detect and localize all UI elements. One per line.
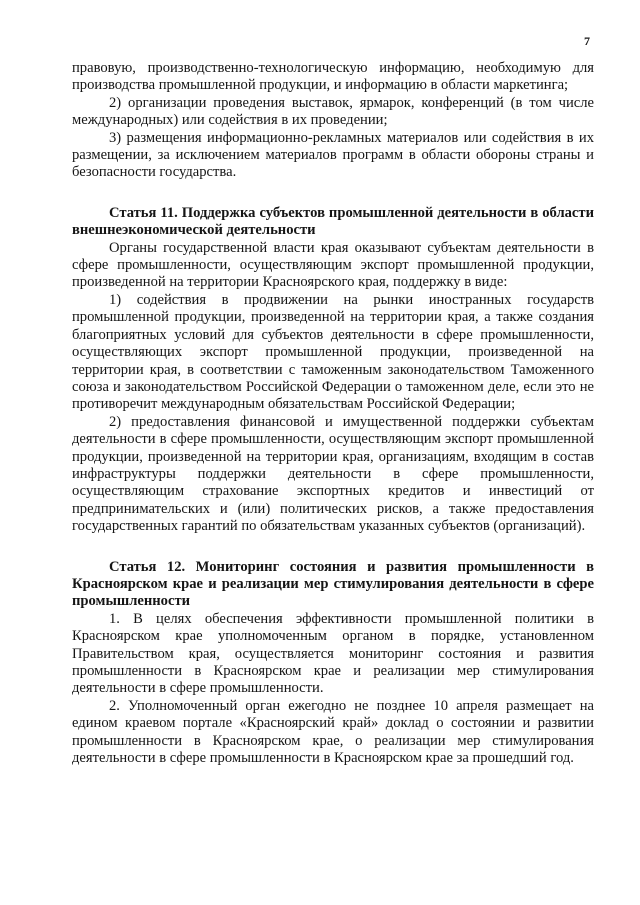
article-12-part-1: 1. В целях обеспечения эффективности промышленной политики в Красноярском крае уполномоченным органом в порядке, установленном Правительством края, осуществляется мониторинг состояния и развития промышленности в Красноярском крае и реализации мер стимулирования деятельности в сфере промышленности.: [72, 610, 594, 697]
article-11-heading: Статья 11. Поддержка субъектов промышленной деятельности в области внешнеэкономической деятельности: [72, 204, 594, 239]
paragraph-continuation: правовую, производственно-технологическую информацию, необходимую для производства промышленной продукции, и информацию в области маркетинга;: [72, 60, 594, 94]
list-item-2: 2) организации проведения выставок, ярмарок, конференций (в том числе международных) или содействия в их проведении;: [72, 94, 594, 129]
list-item-3: 3) размещения информационно-рекламных материалов или содействия в их размещении, за исключением материалов программ в области обороны страны и безопасности государства.: [72, 129, 594, 181]
article-12-part-2: 2. Уполномоченный орган ежегодно не позднее 10 апреля размещает на едином краевом портале «Красноярский край» доклад о состоянии и развитии промышленности в Красноярском крае, о реализации мер стимулирования деятельности в сфере промышленности в Красноярском крае за прошедший год.: [72, 697, 594, 767]
article-11-intro: Органы государственной власти края оказывают субъектам деятельности в сфере промышленности, осуществляющим экспорт промышленной продукции, произведенной на территории Красноярского края, поддержку в виде:: [72, 239, 594, 291]
page-number: 7: [584, 34, 590, 48]
article-12-heading: Статья 12. Мониторинг состояния и развития промышленности в Красноярском крае и реализации мер стимулирования деятельности в сфере промышленности: [72, 558, 594, 610]
document-body: [72, 60, 594, 767]
article-11-item-2: 2) предоставления финансовой и имущественной поддержки субъектам деятельности в сфере промышленности, осуществляющим экспорт промышленной продукции, произведенной на территории края, организациям, входящим в состав инфраструктуры поддержки деятельности в сфере промышленности, осуществляющим страхование экспортных кредитов и инвестиций от предпринимательских и (или) политических рисков, а также предоставления государственных гарантий по обязательствам указанных субъектов (организаций).: [72, 413, 594, 535]
article-11-item-1: 1) содействия в продвижении на рынки иностранных государств промышленной продукции, произведенной на территории края, а также создания благоприятных условий для субъектов деятельности в сфере промышленности, осуществляющих экспорт промышленной продукции, произведенной на территории края, в соответствии с таможенным законодательством Таможенного союза и законодательством Российской Федерации о таможенном деле, если это не противоречит международным обязательствам Российской Федерации;: [72, 291, 594, 413]
